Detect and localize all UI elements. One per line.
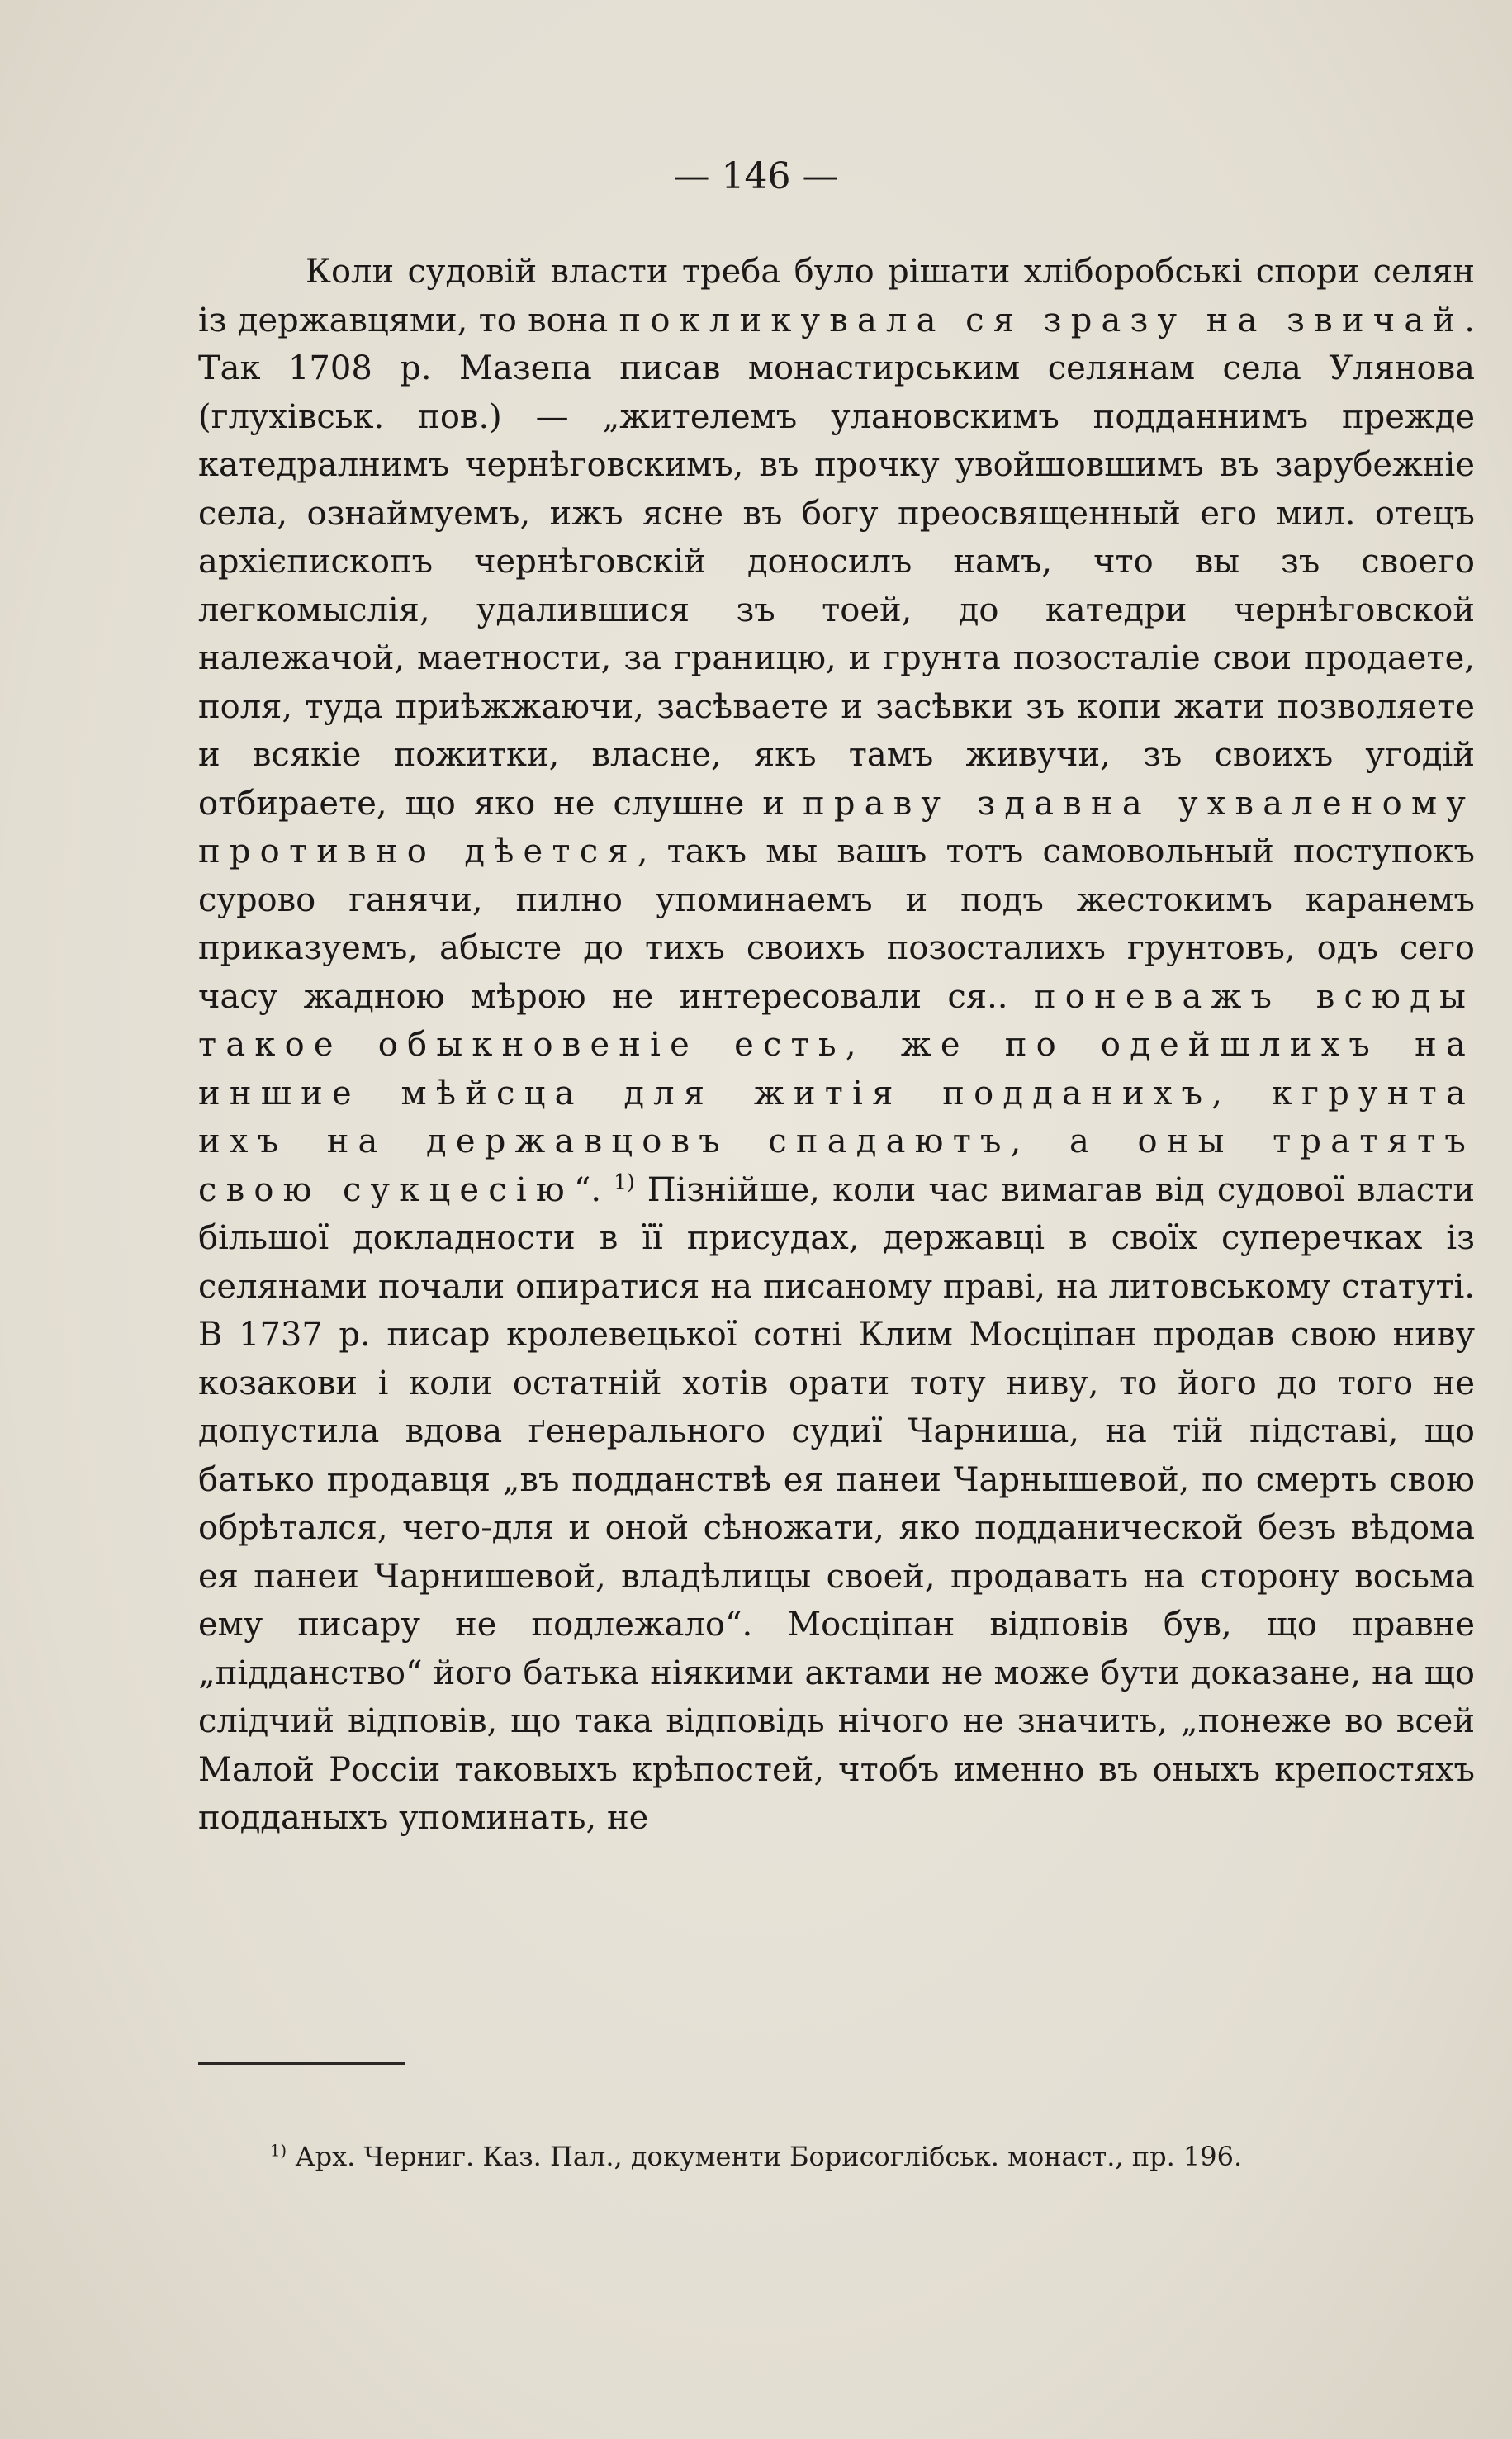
- footnote-text: Арх. Черниг. Каз. Пал., документи Борисоглібськ. монаст., пр. 196.: [287, 2141, 1243, 2172]
- paragraph-text-3: , такъ мы вашъ тотъ самовольный поступокъ сурово ганячи, пилно упоминаемъ и подъ жестокимъ каранемъ приказуемъ, абысте до тихъ своихъ позосталихъ грунтовъ, одъ сего часу жадною мѣрою не интересовали ся..: [198, 833, 1475, 1016]
- page-number: — 146 —: [673, 155, 839, 197]
- footnote-marker: 1): [269, 2141, 287, 2161]
- quote-close: “.: [573, 1170, 602, 1209]
- footnote-divider: [198, 2062, 405, 2065]
- paragraph-text-2: . Так 1708 р. Мазепа писав монастирським селянам села Улянова (глухівськ. пов.) — „жителемъ улановскимъ подданнимъ прежде катедралнимъ чернѣговскимъ, въ прочку увойшовшимъ въ зарубежніе села, ознаймуемъ, ижъ ясне въ богу преосвященный его мил. отецъ архієпископъ чернѣговскій доносилъ намъ, что вы зъ своего легкомыслія, удалившися зъ тоей, до катедри чернѣговской належачой, маетности, за границю, и грунта позосталіе свои продаете, поля, туда приѣжжаючи, засѣваете и засѣвки зъ копи жати позволяете и всякіе пожитки, власне, якъ тамъ живучи, зъ своихъ угодій отбираете, що яко не слушне и: [198, 301, 1476, 823]
- footnote-reference: 1): [614, 1170, 635, 1194]
- emphasized-text-3: поневажъ всюды такое обыкновеніе есть, же по одейшлихъ на иншие мѣйсца для житія подданихъ, кгрунта ихъ на державцовъ спадаютъ, а оны тратятъ свою сукцесію: [198, 977, 1476, 1209]
- main-paragraph: [198, 248, 1475, 1843]
- footnote: [0, 2141, 1512, 2172]
- paragraph-text-4: Пізнійше, коли час вимагав від судової власти більшої докладности в її присудах, державці в своїх суперечках із селянами почали опиратися на писаному праві, на литовському статуті. В 1737 р. писар кролевецької сотні Клим Мосціпан продав свою ниву козакови і коли остатній хотів орати тоту ниву, то його до того не допустила вдова ґенерального судиї Чарниша, на тій підставі, що батько продавця „въ подданствѣ ея панеи Чарнышевой, по смерть свою обрѣтался, чего-для и оной сѣножати, яко подданической безъ вѣдома ея панеи Чарнишевой, владѣлицы своей, продавать на сторону восьма ему писару не подлежало“. Мосціпан відповів був, що правне „підданство“ його батька ніякими актами не може бути доказане, на що слідчий відповів, що така відповідь нічого не значить, „понеже во всей Малой Россіи таковыхъ крѣпостей, чтобъ именно въ оныхъ крепостяхъ подданыхъ упоминать, не: [198, 1170, 1476, 1837]
- paragraph-text-1: Коли судовій власти треба було рішати хліборобські спори селян із державцями, то вона: [198, 253, 1475, 339]
- emphasized-text-1: покликувала ся зразу на звичай: [619, 301, 1465, 339]
- emphasized-text-2: праву здавна ухваленому противно дѣется: [198, 784, 1476, 871]
